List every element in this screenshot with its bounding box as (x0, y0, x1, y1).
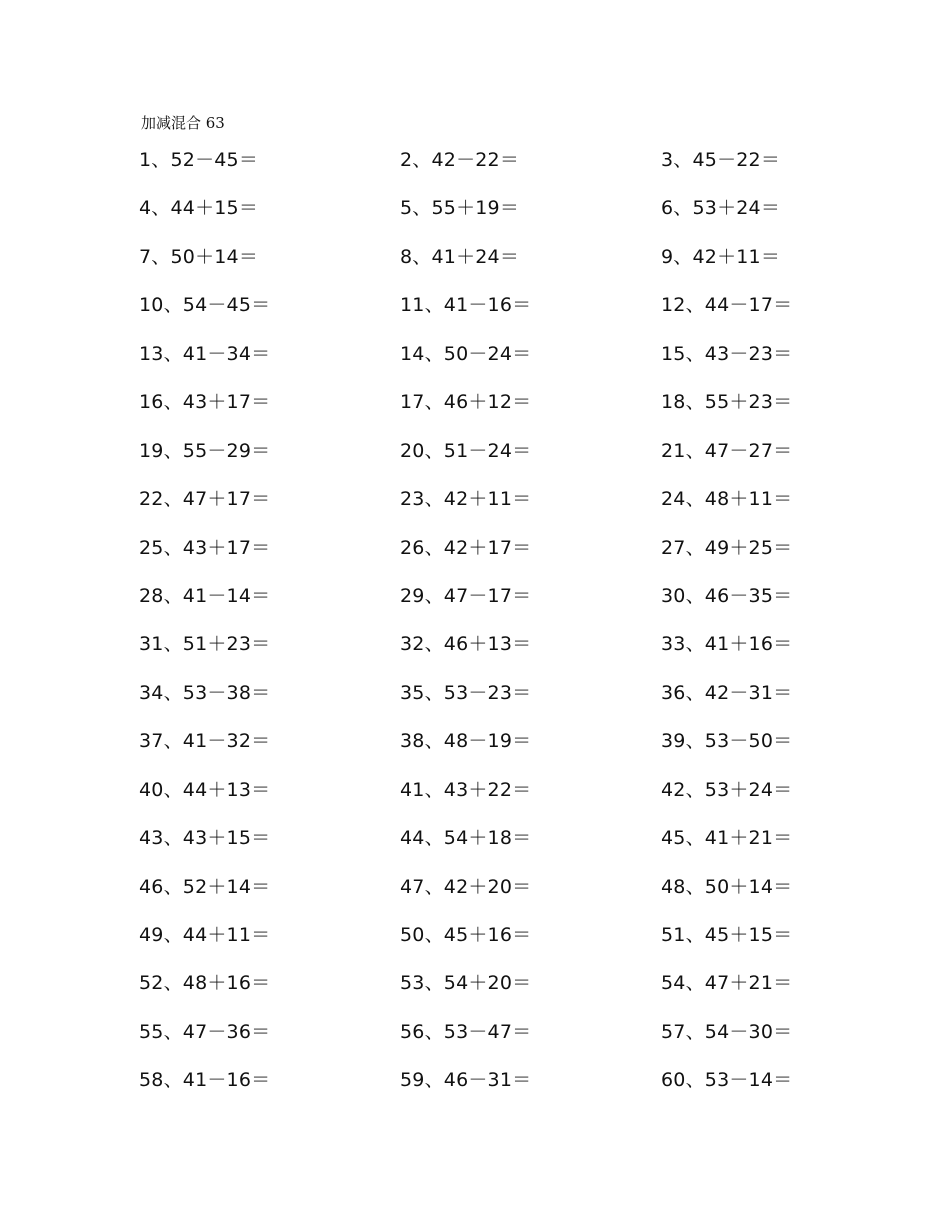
problem-item: 17、46＋12＝ (400, 391, 532, 414)
problem-item: 21、47－27＝ (661, 439, 793, 462)
problem-item: 27、49＋25＝ (661, 536, 793, 559)
problem-item: 12、44－17＝ (661, 294, 793, 317)
problem-item: 16、43＋17＝ (139, 391, 271, 414)
problem-item: 46、52＋14＝ (139, 875, 271, 898)
problem-item: 36、42－31＝ (661, 681, 793, 704)
problem-item: 29、47－17＝ (400, 584, 532, 607)
problem-item: 2、42－22＝ (400, 149, 520, 171)
problem-item: 32、46＋13＝ (400, 633, 532, 656)
problem-item: 37、41－32＝ (139, 730, 271, 753)
problem-item: 3、45－22＝ (661, 149, 781, 171)
problem-item: 26、42＋17＝ (400, 536, 532, 559)
problem-item: 6、53＋24＝ (661, 197, 781, 220)
problem-item: 39、53－50＝ (661, 730, 793, 753)
problem-item: 15、43－23＝ (661, 342, 793, 365)
problem-item: 43、43＋15＝ (139, 827, 271, 850)
problem-item: 58、41－16＝ (139, 1069, 271, 1092)
problem-item: 5、55＋19＝ (400, 197, 520, 220)
problem-item: 4、44＋15＝ (139, 197, 259, 220)
problem-item: 40、44＋13＝ (139, 778, 271, 801)
problem-item: 18、55＋23＝ (661, 391, 793, 414)
problem-item: 52、48＋16＝ (139, 972, 271, 995)
problem-item: 53、54＋20＝ (400, 972, 532, 995)
problem-item: 55、47－36＝ (139, 1020, 271, 1043)
problem-item: 49、44＋11＝ (139, 924, 271, 946)
problem-item: 51、45＋15＝ (661, 924, 793, 946)
problem-item: 8、41＋24＝ (400, 245, 520, 268)
problem-item: 38、48－19＝ (400, 730, 532, 753)
problem-item: 31、51＋23＝ (139, 633, 271, 656)
problem-item: 30、46－35＝ (661, 584, 793, 607)
problem-item: 24、48＋11＝ (661, 488, 793, 511)
problem-item: 42、53＋24＝ (661, 778, 793, 801)
problem-item: 11、41－16＝ (400, 294, 532, 317)
problem-item: 56、53－47＝ (400, 1020, 532, 1043)
problem-item: 35、53－23＝ (400, 681, 532, 704)
problem-item: 10、54－45＝ (139, 294, 271, 317)
problem-grid (139, 146, 819, 1115)
problem-item: 13、41－34＝ (139, 342, 271, 365)
problem-item: 45、41＋21＝ (661, 827, 793, 850)
problem-item: 25、43＋17＝ (139, 536, 271, 559)
problem-item: 23、42＋11＝ (400, 488, 532, 511)
problem-item: 60、53－14＝ (661, 1069, 793, 1092)
problem-item: 41、43＋22＝ (400, 778, 532, 801)
problem-item: 14、50－24＝ (400, 342, 532, 365)
problem-item: 19、55－29＝ (139, 439, 271, 462)
problem-item: 57、54－30＝ (661, 1020, 793, 1043)
problem-item: 20、51－24＝ (400, 439, 532, 462)
problem-item: 59、46－31＝ (400, 1069, 532, 1092)
problem-item: 7、50＋14＝ (139, 245, 259, 268)
problem-item: 34、53－38＝ (139, 681, 271, 704)
problem-item: 47、42＋20＝ (400, 875, 532, 898)
problem-item: 44、54＋18＝ (400, 827, 532, 850)
problem-item: 9、42＋11＝ (661, 245, 781, 268)
problem-item: 33、41＋16＝ (661, 633, 793, 656)
problem-item: 22、47＋17＝ (139, 488, 271, 511)
problem-item: 1、52－45＝ (139, 149, 259, 171)
problem-item: 48、50＋14＝ (661, 875, 793, 898)
worksheet-title: 加减混合 63 (141, 114, 225, 132)
problem-item: 28、41－14＝ (139, 584, 271, 607)
problem-item: 54、47＋21＝ (661, 972, 793, 995)
problem-item: 50、45＋16＝ (400, 924, 532, 946)
